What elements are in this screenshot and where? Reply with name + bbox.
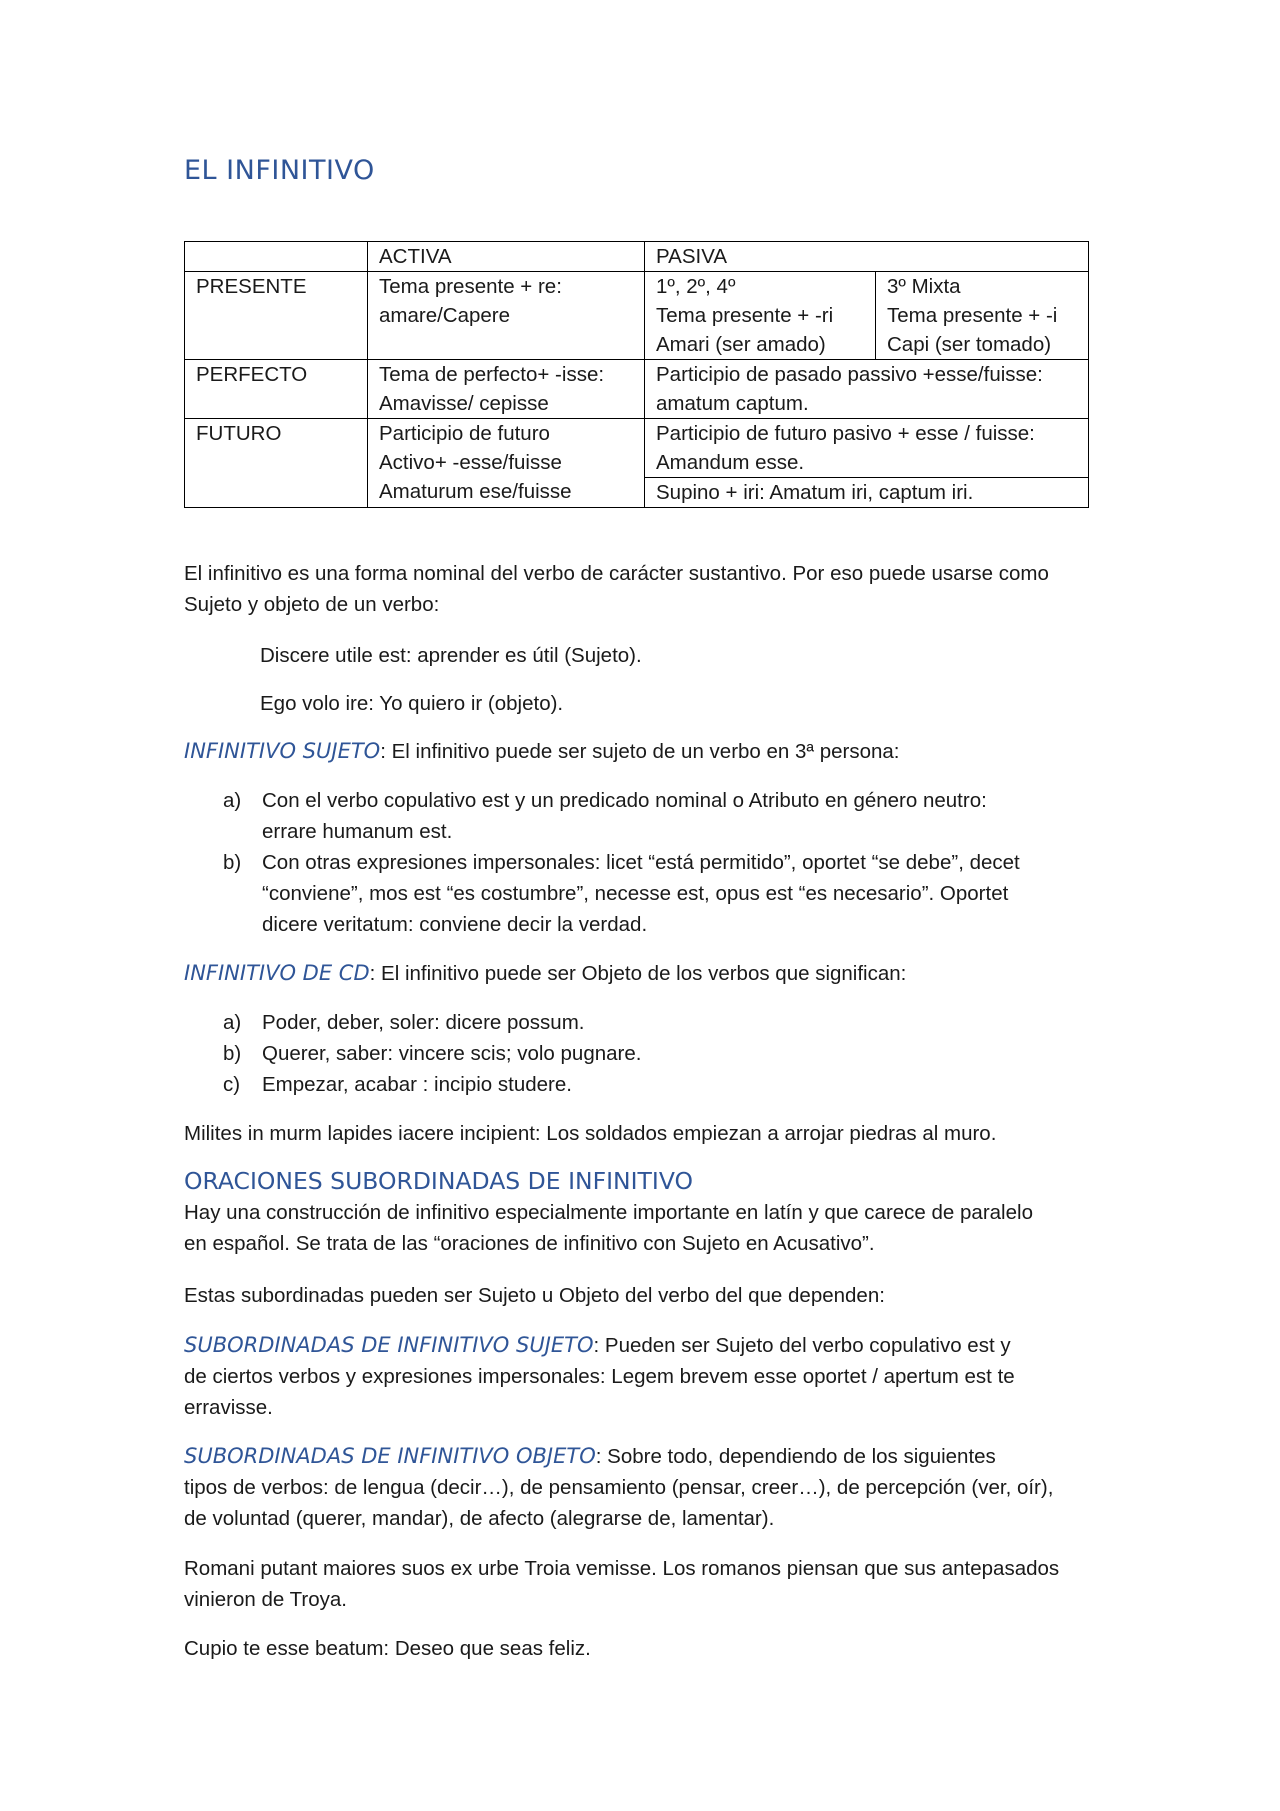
futuro-pasiva-a-cell — [645, 419, 1089, 478]
intro-paragraph — [184, 558, 1104, 620]
text-line: Hay una construcción de infinitivo especialmente importante en latín y que carece de paralelo — [184, 1201, 1033, 1224]
text-line: Cupio te esse beatum: Deseo que seas feliz. — [184, 1637, 591, 1660]
sub-sujeto-heading: SUBORDINADAS DE INFINITIVO SUJETO — [184, 1333, 594, 1357]
oraciones-paragraph-2 — [184, 1280, 1104, 1311]
cell-line: Tema presente + re: — [379, 275, 562, 298]
infinitivo-sujeto-list — [184, 785, 1104, 940]
text-line: Con otras expresiones impersonales: licet “está permitido”, oportet “se debe”, decet — [262, 851, 1020, 874]
cell-line: Amandum esse. — [656, 451, 805, 474]
infinitivo-cd-list — [184, 1007, 1104, 1100]
cell-line: Activo+ -esse/fuisse — [379, 451, 562, 474]
text-line: “conviene”, mos est “es costumbre”, necesse est, opus est “es necesario”. Oportet — [262, 882, 1009, 905]
inline-text: : El infinitivo puede ser Objeto de los verbos que significan: — [369, 962, 907, 985]
text-line: de voluntad (querer, mandar), de afecto (alegrarse de, lamentar). — [184, 1507, 775, 1530]
cell-line: Supino + iri: Amatum iri, captum iri. — [656, 481, 974, 504]
cell-line: Capi (ser tomado) — [887, 333, 1052, 356]
cell-line: Participio de futuro — [379, 422, 550, 445]
perfecto-activa-cell — [368, 360, 645, 419]
text-line: Empezar, acabar : incipio studere. — [262, 1073, 572, 1096]
text-line: Querer, saber: vincere scis; volo pugnare. — [262, 1042, 642, 1065]
table-header-activa: ACTIVA — [368, 242, 645, 272]
row-label-perfecto: PERFECTO — [185, 360, 368, 419]
text-line: Discere utile est: aprender es útil (Sujeto). — [260, 644, 642, 667]
text-line: errare humanum est. — [262, 820, 453, 843]
text-line — [184, 1441, 1104, 1472]
table-row — [185, 360, 1089, 419]
cell-line: amatum captum. — [656, 392, 809, 415]
list-marker: b) — [223, 851, 242, 874]
cd-example-paragraph — [184, 1118, 1104, 1149]
infinitivo-sujeto-paragraph — [184, 736, 1104, 767]
table-header-pasiva: PASIVA — [645, 242, 1089, 272]
text-line: Romani putant maiores suos ex urbe Troia vemisse. Los romanos piensan que sus antepasados — [184, 1557, 1060, 1580]
cell-line: Participio de futuro pasivo + esse / fuisse: — [656, 422, 1035, 445]
cell-line: Amaturum ese/fuisse — [379, 480, 572, 503]
presente-pasiva-a-cell — [645, 272, 876, 360]
cupio-paragraph — [184, 1633, 1104, 1664]
futuro-pasiva-b-cell — [645, 478, 1089, 508]
oraciones-section — [184, 1166, 1104, 1259]
ordered-list — [184, 785, 1104, 940]
document-title: EL INFINITIVO — [184, 155, 375, 186]
infinitivo-cd-paragraph — [184, 958, 1104, 989]
perfecto-pasiva-cell — [645, 360, 1089, 419]
table-row — [185, 419, 1089, 478]
text-line: vinieron de Troya. — [184, 1588, 347, 1611]
inline-text: : Sobre todo, dependiendo de los siguientes — [595, 1445, 996, 1468]
text-line: Estas subordinadas pueden ser Sujeto u Objeto del verbo del que dependen: — [184, 1284, 885, 1307]
infinitivo-cd-heading: INFINITIVO DE CD — [184, 961, 370, 985]
inline-text: : Pueden ser Sujeto del verbo copulativo est y — [593, 1334, 1011, 1357]
cell-line: Tema presente + -i — [887, 304, 1058, 327]
example-objeto — [184, 688, 1104, 719]
cell-line: Tema presente + -ri — [656, 304, 834, 327]
row-label-futuro: FUTURO — [185, 419, 368, 508]
text-line: erravisse. — [184, 1396, 273, 1419]
infinitivo-sujeto-heading: INFINITIVO SUJETO — [184, 739, 381, 763]
presente-pasiva-b-cell — [876, 272, 1089, 360]
sub-objeto-paragraph — [184, 1441, 1104, 1534]
table-header-empty — [185, 242, 368, 272]
cell-line: 3º Mixta — [887, 275, 961, 298]
text-line: Milites in murm lapides iacere incipient: Los soldados empiezan a arrojar piedras al muro. — [184, 1122, 997, 1145]
sub-objeto-heading: SUBORDINADAS DE INFINITIVO OBJETO — [184, 1444, 596, 1468]
list-item — [184, 785, 1104, 847]
text-line: tipos de verbos: de lengua (decir…), de pensamiento (pensar, creer…), de percepción (ver, oír), — [184, 1476, 1054, 1499]
row-label-presente: PRESENTE — [185, 272, 368, 360]
text-line: en español. Se trata de las “oraciones de infinitivo con Sujeto en Acusativo”. — [184, 1232, 875, 1255]
text-line — [184, 958, 1104, 989]
example-sujeto — [184, 640, 1104, 671]
ordered-list — [184, 1007, 1104, 1100]
text-line: de ciertos verbos y expresiones impersonales: Legem brevem esse oportet / apertum est te — [184, 1365, 1015, 1388]
table-row — [185, 272, 1089, 360]
list-marker: a) — [223, 789, 242, 812]
text-line: Sujeto y objeto de un verbo: — [184, 593, 440, 616]
inline-text: : El infinitivo puede ser sujeto de un verbo en 3ª persona: — [380, 740, 900, 763]
cell-line: amare/Capere — [379, 304, 511, 327]
cell-line: Amari (ser amado) — [656, 333, 826, 356]
table-row — [185, 242, 1089, 272]
list-item — [184, 1069, 1104, 1100]
section-heading: ORACIONES SUBORDINADAS DE INFINITIVO — [184, 1167, 693, 1195]
list-item — [184, 1007, 1104, 1038]
text-line — [184, 1330, 1104, 1361]
list-item — [184, 1038, 1104, 1069]
text-line: dicere veritatum: conviene decir la verdad. — [262, 913, 648, 936]
text-line: Ego volo ire: Yo quiero ir (objeto). — [260, 692, 564, 715]
cell-line: Amavisse/ cepisse — [379, 392, 549, 415]
list-marker: b) — [223, 1042, 242, 1065]
presente-activa-cell — [368, 272, 645, 360]
text-line — [184, 736, 1104, 767]
list-marker: c) — [223, 1073, 241, 1096]
list-marker: a) — [223, 1011, 242, 1034]
text-line: Con el verbo copulativo est y un predicado nominal o Atributo en género neutro: — [262, 789, 987, 812]
cell-line: Tema de perfecto+ -isse: — [379, 363, 605, 386]
futuro-activa-cell — [368, 419, 645, 508]
text-line: Poder, deber, soler: dicere possum. — [262, 1011, 585, 1034]
cell-line: 1º, 2º, 4º — [656, 275, 736, 298]
conjugation-table — [184, 241, 1089, 508]
text-line: El infinitivo es una forma nominal del verbo de carácter sustantivo. Por eso puede usarse como — [184, 562, 1049, 585]
romani-paragraph — [184, 1553, 1104, 1615]
list-item — [184, 847, 1104, 940]
cell-line: Participio de pasado passivo +esse/fuisse: — [656, 363, 1043, 386]
sub-sujeto-paragraph — [184, 1330, 1104, 1423]
